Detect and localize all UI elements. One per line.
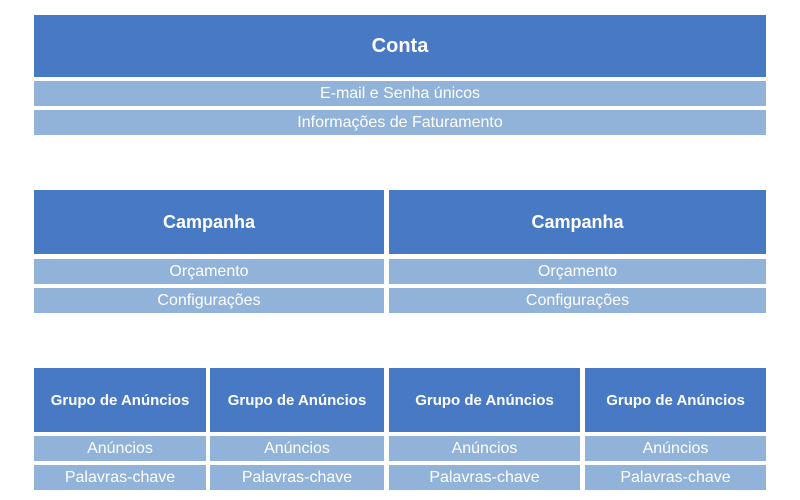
account-row-unique-email-password: E-mail e Senha únicos bbox=[34, 81, 766, 106]
ad-group-3-row-keywords: Palavras-chave bbox=[389, 465, 580, 490]
campaign-2-row-budget: Orçamento bbox=[389, 259, 766, 284]
ad-group-2-header: Grupo de Anúncios bbox=[210, 368, 384, 432]
ad-group-3-row-ads: Anúncios bbox=[389, 436, 580, 461]
ad-group-4-header: Grupo de Anúncios bbox=[585, 368, 766, 432]
ad-group-4-row-keywords: Palavras-chave bbox=[585, 465, 766, 490]
campaign-2-header: Campanha bbox=[389, 190, 766, 254]
ad-group-1-row-ads: Anúncios bbox=[34, 436, 206, 461]
ad-group-3-header: Grupo de Anúncios bbox=[389, 368, 580, 432]
ad-group-1-header: Grupo de Anúncios bbox=[34, 368, 206, 432]
account-row-billing-info: Informações de Faturamento bbox=[34, 110, 766, 135]
campaign-1-header: Campanha bbox=[34, 190, 384, 254]
campaign-1-row-budget: Orçamento bbox=[34, 259, 384, 284]
ad-group-2-row-keywords: Palavras-chave bbox=[210, 465, 384, 490]
ad-group-1-row-keywords: Palavras-chave bbox=[34, 465, 206, 490]
ad-group-2-row-ads: Anúncios bbox=[210, 436, 384, 461]
account-header: Conta bbox=[34, 15, 766, 77]
campaign-1-row-settings: Configurações bbox=[34, 288, 384, 313]
campaign-2-row-settings: Configurações bbox=[389, 288, 766, 313]
ad-group-4-row-ads: Anúncios bbox=[585, 436, 766, 461]
